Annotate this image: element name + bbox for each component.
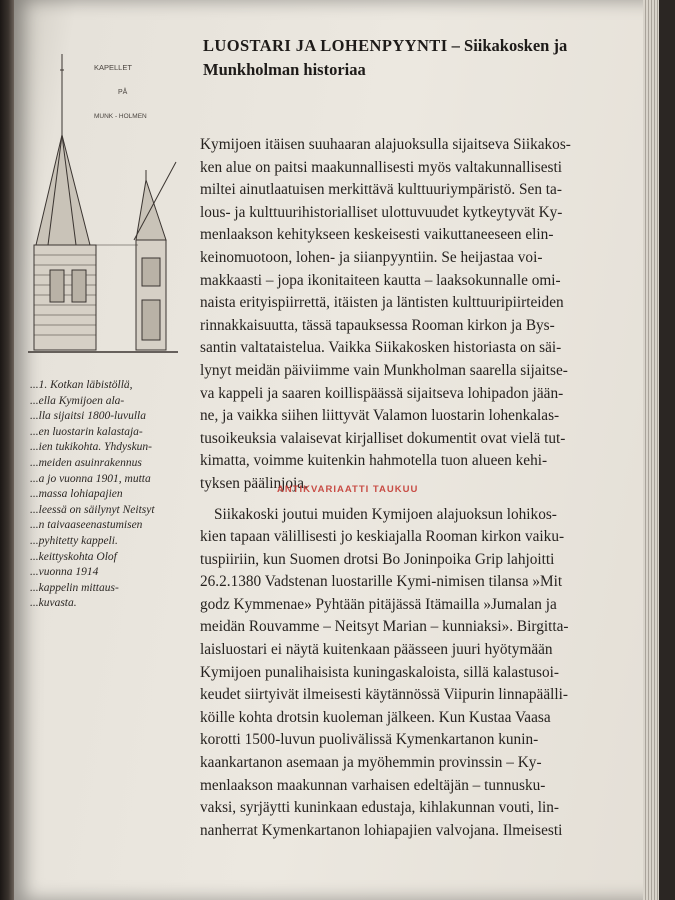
heading-rest: – Siikakosken ja xyxy=(447,36,568,55)
body-line: lynyt meidän päiviimme vain Munkholman saarella sijaitse- xyxy=(200,361,568,379)
body-line: lous- ja kulttuurihistorialliset ulottuvuudet kytkeytyvät Ky- xyxy=(200,203,563,221)
body-line: köille kohta drotsin kuoleman jälkeen. Kun Kustaa Vaasa xyxy=(200,708,551,726)
caption-line: ...kuvasta. xyxy=(30,597,77,610)
body-line: kien tapaan välillisesti jo keskiajalla Rooman kirkon vaiku- xyxy=(200,528,565,546)
book-page xyxy=(14,0,659,900)
body-line: rinnakkaisuutta, tässä tapauksessa Rooman kirkon ja Bys- xyxy=(200,316,555,334)
body-line: kaankartanon asemaan ja myöhemmin provinssin – Ky- xyxy=(200,754,542,772)
body-line: Siikakoski joutui muiden Kymijoen alajuoksun lohikos- xyxy=(214,505,557,523)
body-line: 26.2.1380 Vadstenan luostarille Kymi-nimisen tilansa »Mit xyxy=(200,573,563,591)
caption-line: ...keittyskohta Olof xyxy=(30,550,117,563)
heading-caps: LUOSTARI JA LOHENPYYNTI xyxy=(203,36,448,55)
heading-line2: Munkholman historiaa xyxy=(203,60,366,79)
caption-line: ...ella Kymijoen ala- xyxy=(30,394,125,407)
body-line: tuspiiriin, kun Suomen drotsi Bo Joninpoika Grip lahjoitti xyxy=(200,550,555,568)
caption-line: ...1. Kotkan läbistöllä, xyxy=(30,379,133,391)
watermark-text: ANTIKVARIAATTI TAUKUU xyxy=(277,484,419,495)
body-line: santin valtataistelua. Vaikka Siikakosken historiasta on säi- xyxy=(200,339,562,357)
caption-line: ...vuonna 1914 xyxy=(30,566,99,579)
body-line: vaksi, syrjäytti kuninkaan edustaja, kihlakunnan vouti, lin- xyxy=(200,799,559,817)
illustration-caption xyxy=(30,378,180,612)
caption-line: ...meiden asuinrakennus xyxy=(30,456,142,469)
caption-line: ...pyhitetty kappeli. xyxy=(30,534,118,547)
body-line: makkaasti – jopa ikonitaiteen kautta – laaksokunnalle omi- xyxy=(200,271,561,289)
body-line: tusoikeuksia valaisevat kirjalliset dokumentit ovat vielä tut- xyxy=(200,429,566,447)
sign-text-kapellet: KAPELLET xyxy=(94,63,132,72)
body-line: godz Kymmenae» Pyhtään pitäjässä Itämailla »Jumalan ja xyxy=(200,595,557,613)
book-spine-shadow xyxy=(0,0,14,900)
chapel-drawing xyxy=(28,40,178,365)
caption-line: ...n taivaaseenastumisen xyxy=(30,519,143,532)
body-line: ken alue on paitsi maakunnallisesti myös valtakunnallisesti xyxy=(200,158,562,176)
chapter-heading xyxy=(203,34,643,82)
body-line: Kymijoen itäisen suuhaaran alajuoksulla sijaitseva Siikakos- xyxy=(200,136,571,153)
body-line: korotti 1500-luvun puolivälissä Kymenkartanon kunin- xyxy=(200,731,539,749)
page-stack-edge xyxy=(643,0,659,900)
body-line: tyksen päälinjoja. xyxy=(200,474,308,492)
body-line: va kappeli ja saaren koillispäässä sijaitseva lohipadon jään- xyxy=(200,384,564,402)
caption-line: ...a jo vuonna 1901, mutta xyxy=(30,472,151,485)
body-text xyxy=(200,134,645,842)
caption-line: ...massa lohiapajien xyxy=(30,488,123,501)
paragraph-gap xyxy=(200,496,645,504)
body-line: ne, ja vaikka siihen liittyvät Valamon luostarin lohenkalas- xyxy=(200,407,560,425)
body-line: miltei ainutlaatuisen merkittävä kulttuuriympäristö. Sen ta- xyxy=(200,181,562,199)
body-line: meidän Rouvamme – Neitsyt Marian – kunniaksi». Birgitta- xyxy=(200,618,569,636)
body-line: nanherrat Kymenkartanon lohiapajien valvojana. Ilmeisesti xyxy=(200,821,563,839)
body-line: menlaakson maakunnan varhaisen edeltäjän – tunnusku- xyxy=(200,776,546,794)
body-line: laisluostari ei näytä kuitenkaan päässeen juuri hyötymään xyxy=(200,641,553,659)
caption-line: ...lla sijaitsi 1800-luvulla xyxy=(30,410,146,423)
caption-line: ...leessä on säilynyt Neitsyt xyxy=(30,503,155,516)
sign-text-munkholmen: MUNK - HOLMEN xyxy=(94,113,147,120)
body-line: menlaakson kehitykseen keskeisesti vaikuttaneeseen elin- xyxy=(200,226,554,244)
body-line: kimatta, voimme kuitenkin hahmotella tuon alueen kehi- xyxy=(200,452,548,470)
caption-line: ...en luostarin kalastaja- xyxy=(30,425,143,438)
chapel-drawing-svg xyxy=(28,40,178,365)
body-line: Kymijoen punalihaisista kuningaskaloista, sillä kalastusoi- xyxy=(200,663,559,681)
body-line: keudet siirtyivät ilmeisesti käytännössä Viipurin linnapäälli- xyxy=(200,686,568,704)
sign-text-pa: PÅ xyxy=(118,89,128,96)
body-line: keinomuotoon, lohen- ja siianpyyntiin. Se heijastaa voi- xyxy=(200,248,543,266)
caption-line: ...kappelin mittaus- xyxy=(30,581,119,594)
caption-line: ...ien tukikohta. Yhdyskun- xyxy=(30,441,153,454)
body-line: naista erityispiirrettä, itäisten ja läntisten kulttuuripiirteiden xyxy=(200,294,564,312)
